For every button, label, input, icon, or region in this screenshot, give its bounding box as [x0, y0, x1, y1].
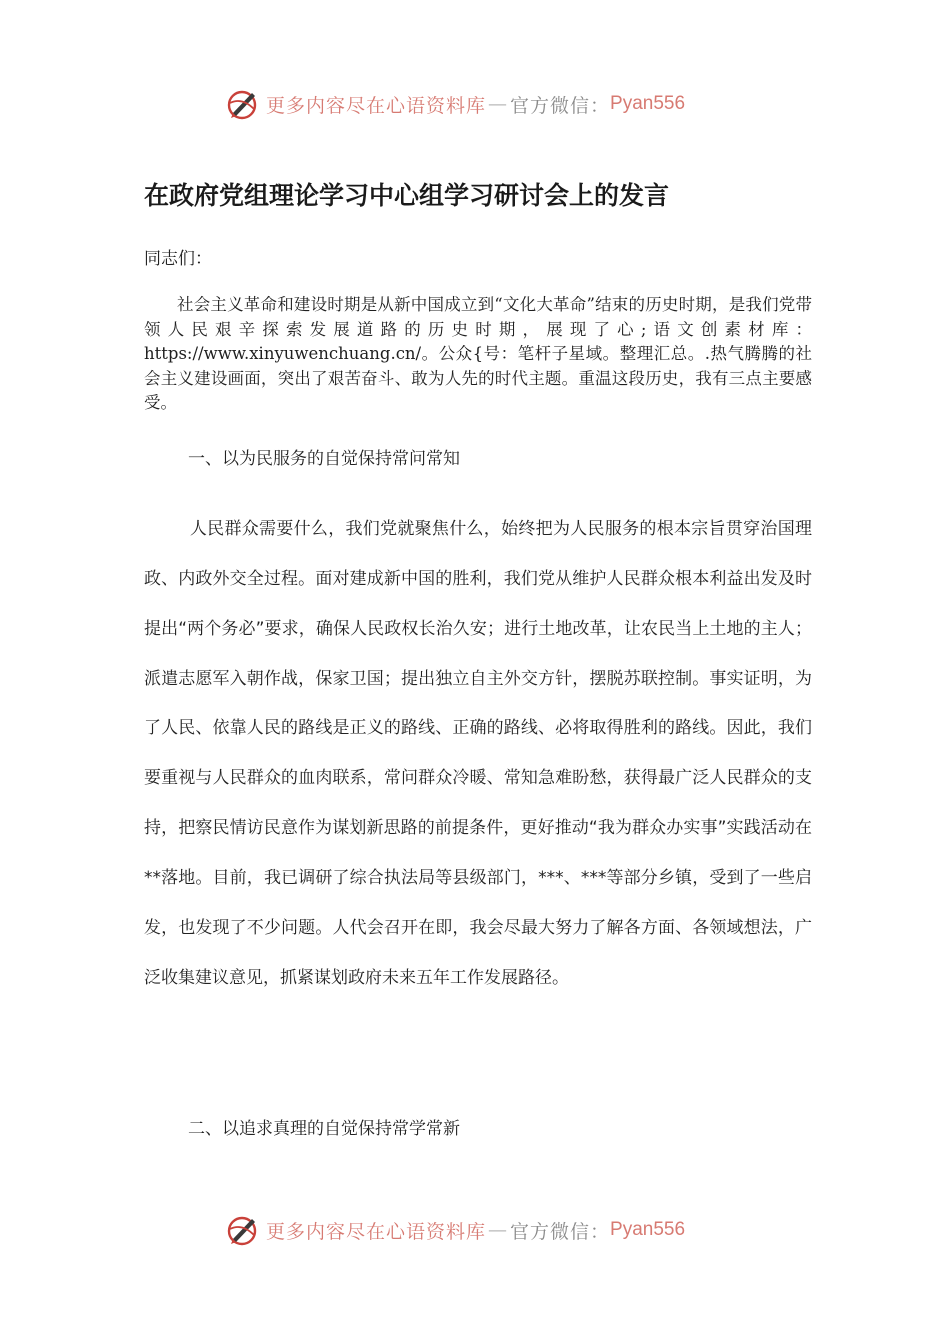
banner-wechat-id: Pyan556	[610, 93, 686, 114]
banner-wechat-id: Pyan556	[610, 1219, 686, 1240]
banner-wechat-label: 官方微信：	[510, 94, 611, 117]
banner-wechat-label: 官方微信：	[510, 1220, 611, 1243]
section-heading-1: 一、以为民服务的自觉保持常问常知	[188, 449, 460, 469]
pen-circle-logo-icon	[226, 87, 260, 121]
footer-banner	[226, 1210, 685, 1250]
intro-paragraph: 社会主义革命和建设时期是从新中国成立到“文化大革命”结束的历史时期，是我们党带领人民艰辛探索发展道路的历史时期，展现了心;语文创素材库：https://www.xinyuwenchuang.cn/。公众{号：笔杆子星域。整理汇总。.热气腾腾的社会主义建设画面，突出了艰苦奋斗、敢为人先的时代主题。重温这段历史，我有三点主要感受。	[144, 295, 812, 413]
salutation: 同志们：	[144, 249, 212, 269]
header-banner	[226, 84, 685, 124]
section-heading-2: 二、以追求真理的自觉保持常学常新	[188, 1119, 460, 1139]
section-1-paragraph: 人民群众需要什么，我们党就聚焦什么，始终把为人民服务的根本宗旨贯穿治国理政、内政外交全过程。面对建成新中国的胜利，我们党从维护人民群众根本利益出发及时提出“两个务必”要求，确保人民政权长治久安；进行土地改革，让农民当上土地的主人；派遣志愿军入朝作战，保家卫国；提出独立自主外交方针，摆脱苏联控制。事实证明，为了人民、依靠人民的路线是正义的路线、正确的路线、必将取得胜利的路线。因此，我们要重视与人民群众的血肉联系，常问群众冷暖、常知急难盼愁，获得最广泛人民群众的支持，把察民情访民意作为谋划新思路的前提条件，更好推动“我为群众办实事”实践活动在**落地。目前，我已调研了综合执法局等县级部门，***、***等部分乡镇，受到了一些启发，也发现了不少问题。人代会召开在即，我会尽最大努力了解各方面、各领域想法，广泛收集建议意见，抓紧谋划政府未来五年工作发展路径。	[144, 519, 812, 988]
banner-text: 更多内容尽在心语资料库	[266, 1220, 487, 1243]
banner-separator: —	[488, 93, 509, 115]
banner-text: 更多内容尽在心语资料库	[266, 94, 487, 117]
banner-separator: —	[488, 1219, 509, 1241]
pen-circle-logo-icon	[226, 1213, 260, 1247]
document-title: 在政府党组理论学习中心组学习研讨会上的发言	[144, 181, 670, 210]
